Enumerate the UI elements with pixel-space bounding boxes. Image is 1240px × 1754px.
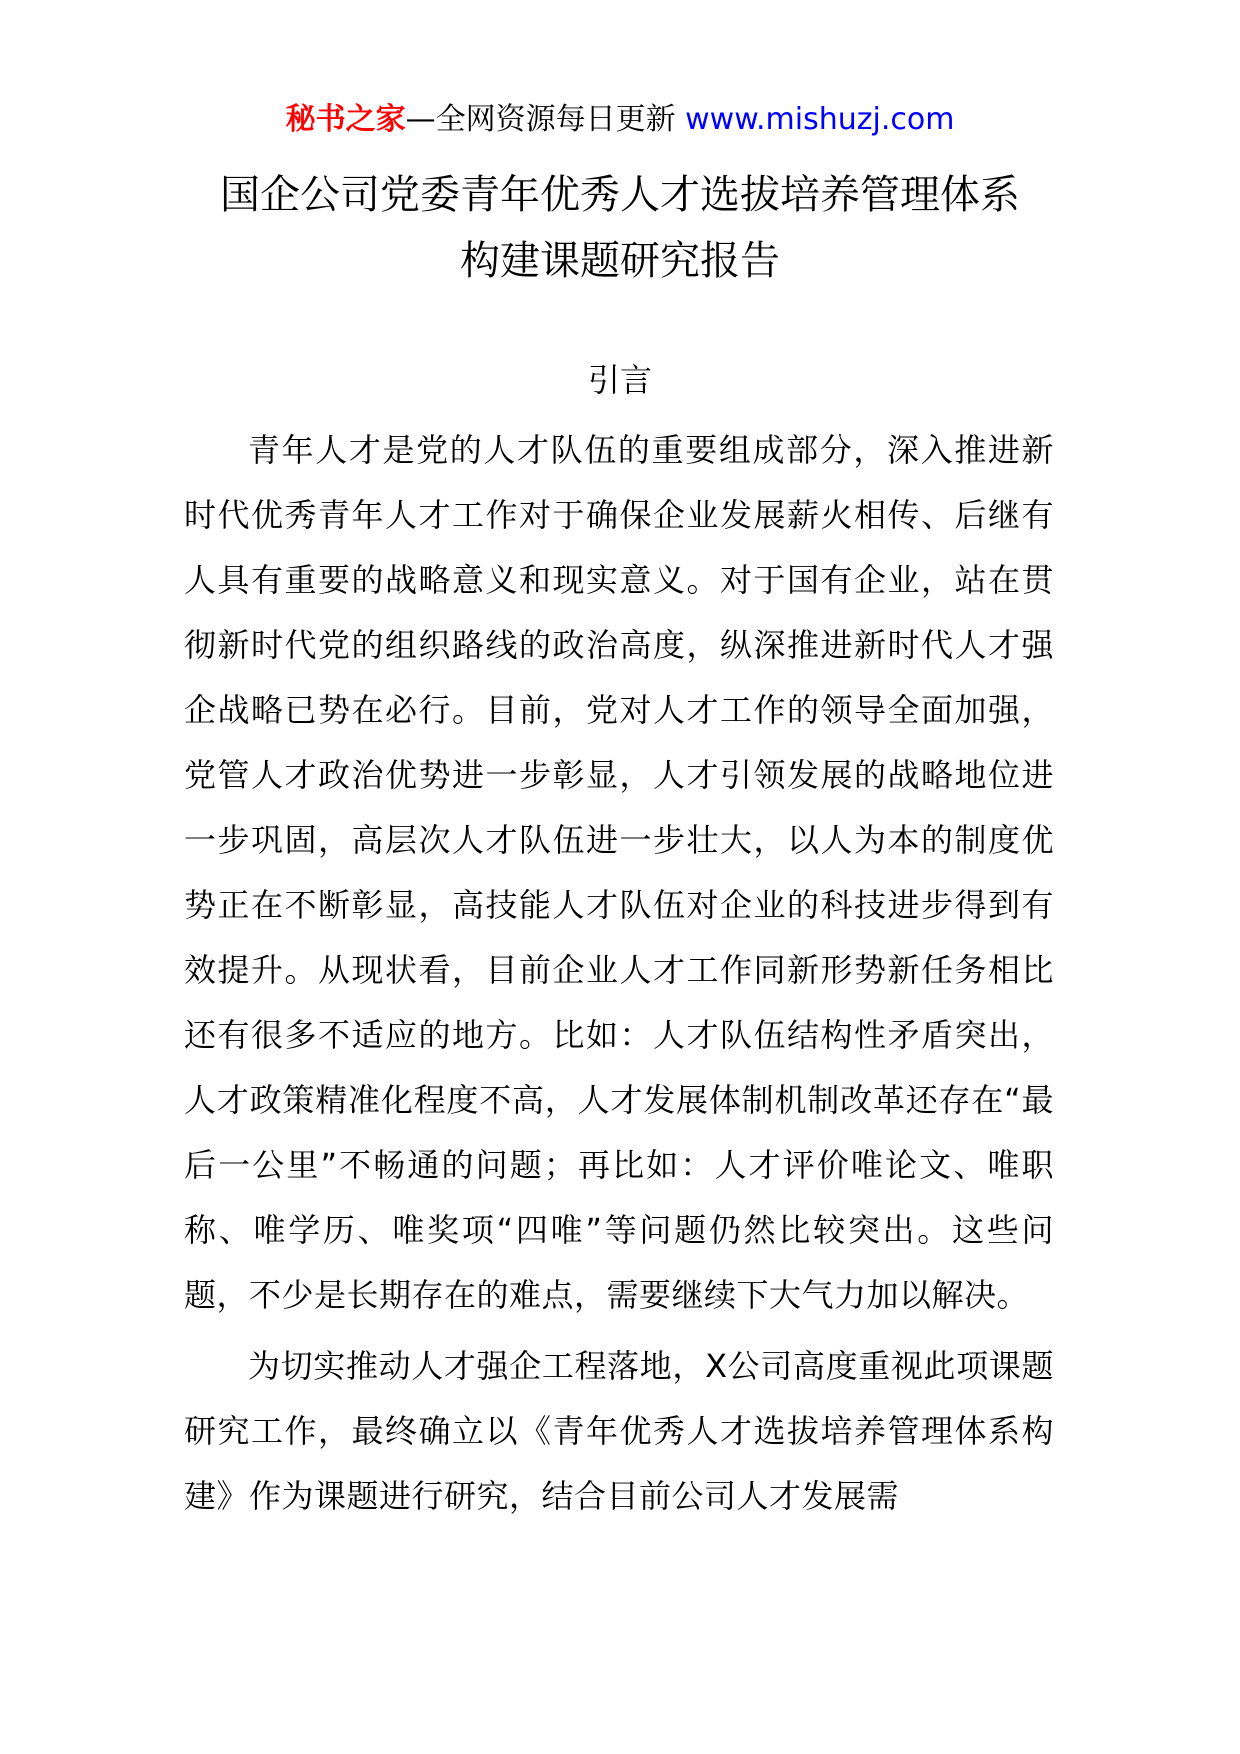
section-heading-introduction: 引言 xyxy=(587,361,652,399)
body-paragraph-2: 为切实推动人才强企工程落地，X公司高度重视此项课题研究工作，最终确立以《青年优秀人才选拔培养管理体系构建》作为课题进行研究，结合目前公司人才发展需 xyxy=(184,1347,1054,1515)
document-title-line-1: 国企公司党委青年优秀人才选拔培养管理体系 xyxy=(220,172,1020,218)
document-title-line-2: 构建课题研究报告 xyxy=(460,238,780,284)
site-brand[interactable]: 秘书之家 xyxy=(285,102,406,137)
document-title xyxy=(150,162,1090,294)
site-tagline: —全网资源每日更新 xyxy=(405,102,676,137)
document-body xyxy=(184,418,1054,1535)
site-url-link[interactable]: www.mishuzj.com xyxy=(685,102,955,137)
body-paragraph-1: 青年人才是党的人才队伍的重要组成部分，深入推进新时代优秀青年人才工作对于确保企业发展薪火相传、后继有人具有重要的战略意义和现实意义。对于国有企业，站在贯彻新时代党的组织路线的政治高度，纵深推进新时代人才强企战略已势在必行。目前，党对人才工作的领导全面加强，党管人才政治优势进一步彰显，人才引领发展的战略地位进一步巩固，高层次人才队伍进一步壮大，以人为本的制度优势正在不断彰显，高技能人才队伍对企业的科技进步得到有效提升。从现状看，目前企业人才工作同新形势新任务相比还有很多不适应的地方。比如：人才队伍结构性矛盾突出，人才政策精准化程度不高，人才发展体制机制改革还存在“最后一公里”不畅通的问题；再比如：人才评价唯论文、唯职称、唯学历、唯奖项“四唯”等问题仍然比较突出。这些问题，不少是长期存在的难点，需要继续下大气力加以解决。 xyxy=(184,431,1054,1314)
site-header xyxy=(0,100,1240,140)
